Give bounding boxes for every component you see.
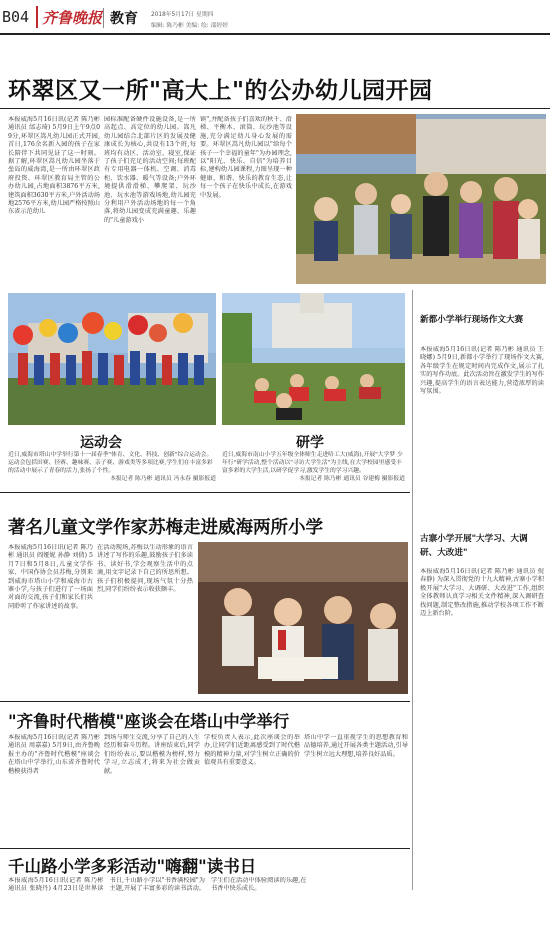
masthead-separator bbox=[103, 8, 104, 28]
section-title: 教育 bbox=[110, 11, 138, 27]
study-photo-art bbox=[222, 293, 405, 425]
qianshan-body: 本报威海5月16日讯(记者 陈乃彬 通讯员 张晓丹) 4月23日是世界读书日,千山路小学以"书香满校园"为主题,开展了丰富多彩的读书活动。学生们在活动中体验阅读的乐趣,在书香中快乐成长。 bbox=[8, 877, 307, 893]
editors-line: 编辑: 陈乃彬 美编: 绘: 邵婷婷 bbox=[151, 23, 228, 29]
headline-model: "齐鲁时代楷模"座谈会在塔山中学举行 bbox=[8, 712, 290, 731]
headline-rule bbox=[0, 108, 550, 109]
sumei-photo-art bbox=[198, 542, 408, 694]
sidebar-divider bbox=[412, 290, 413, 890]
new-school-title: 新都小学举行现场作文大赛 bbox=[420, 315, 524, 325]
kindergarten-photo-art bbox=[296, 114, 546, 284]
sports-caption-credit: 本报记者 陈乃彬 通讯员 冯永春 摄影报道 bbox=[110, 476, 216, 482]
sumei-photo bbox=[198, 542, 408, 694]
sports-caption-title: 运动会 bbox=[80, 435, 122, 451]
kindergarten-col3: 镇",并配备孩子们喜欢的秋千、滑梯、平衡木、滚筒、玩沙池等设施,充分满足幼儿身心发展的需要。环翠区嵩凡幼儿园以"给每个孩子一个幸福的童年"为办园理念,以"阳光、快乐、自信"为培养目标,建构幼儿园课程,力图呈现一种健康、和谐、快乐的教育生态,让每一个孩子在快乐中成长,在游戏中发展。 bbox=[200, 116, 292, 199]
sports-photo-art bbox=[8, 293, 216, 425]
masthead bbox=[0, 0, 550, 34]
rule-before-model bbox=[0, 701, 410, 702]
study-caption-credit: 本报记者 陈乃彬 通讯员 谷建梅 摄影报道 bbox=[299, 476, 405, 482]
model-col2: 到场与师生交流,分享了自己的人生经历和奋斗历程。讲座结束后,同学们纷纷表示,要以楷模为榜样,努力学习,立志成才,将来为社会做贡献。 bbox=[104, 734, 200, 775]
model-col3: 学校负责人表示,此次座谈会的举办,让同学们近距离感受到了时代楷模的精神力量,对学生树立正确的价值观具有重要意义。 bbox=[204, 734, 300, 767]
sumei-col1: 本报威海5月16日讯(记者 陈乃彬 通讯员 阎娅妮 孙静 刘倩) 5月7日和5月8日,儿童文学作家、中国作协会员苏梅,分别来到威海市塔山小学和威海市古寨小学,与孩子们进行了一场面对面的交流,孩子们和家长们共同聆听了作家讲述的故事。 bbox=[8, 544, 93, 610]
kindergarten-col1: 本报威海5月16日讯(记者 陈乃彬 通讯员 邰志琦) 5月9日上午9点09分,环翠区嵩凡幼儿园正式开园,首日,176余名新入园的孩子在家长陪伴下共同见证了这一时刻。据了解,环翠区嵩凡幼儿园坐落于垒岛的威海湾,是一所由环翠区政府投资、环翠区教育局主管的公办幼儿园,占地面积3876平方米,建筑面积3630平方米,户外活动场地2576平方米,幼儿园严格按照山东省示范幼儿 bbox=[8, 116, 100, 216]
sumei-col2: 在活动现场,苏梅以生动形象的语言讲述了写作的乐趣,鼓励孩子们多读书、读好书,学会观察生活中的点滴,用文字记录下自己的所思所想。孩子们积极提问,现场气氛十分热烈,同学们纷纷表示收获颇丰。 bbox=[97, 544, 193, 594]
new-school-body: 本报威海5月16日讯(记者 陈乃彬 通讯员 王晓娜) 5月9日,新都小学举行了现场作文大赛,各年级学生在规定时间内完成作文,展示了扎实的写作功底。此次活动旨在激发学生的写作兴趣,提高学生的语言表达能力,营造浓厚的读写氛围。 bbox=[420, 346, 544, 396]
model-col4: 塔山中学一直重视学生的思想教育和品德培养,通过开展各类主题活动,引导学生树立远大理想,培养良好品质。 bbox=[304, 734, 408, 758]
masthead-rule bbox=[0, 33, 550, 35]
mid-rule bbox=[0, 492, 410, 493]
rule-before-qianshan bbox=[0, 848, 410, 849]
paper-name: 齐鲁晚报 bbox=[42, 9, 103, 27]
page-code: B04 bbox=[2, 8, 30, 26]
headline-qianshan: 千山路小学多彩活动"嗨翻"读书日 bbox=[8, 857, 257, 876]
sports-caption-text: 近日,威海市塔山中学举行第十一届春季"体育、文化、科技、创新"综合运动会。运动会包括田赛、径赛、趣味赛、亲子赛、游戏类等多项比赛,学生们在丰富多彩的活动中展示了青春的活力,张扬了个性。 bbox=[8, 452, 213, 474]
study-caption-text: 近日,威海市南山小学五年级全体师生走进哈工大(威海),开展"大学梦 少年行"研学活动,整个活动以"寻访大学生活"为主线,在大学校园里感受丰富多彩的大学生活,以研学促学习,激发学生的学习兴趣。 bbox=[222, 452, 403, 474]
page-code-bar bbox=[36, 6, 38, 28]
headline-sumei: 著名儿童文学作家苏梅走进威海两所小学 bbox=[8, 518, 323, 538]
study-photo bbox=[222, 293, 405, 425]
headline-kindergarten: 环翠区又一所"高大上"的公办幼儿园开园 bbox=[8, 78, 433, 104]
gusai-body: 本报威海5月16日讯(记者 陈乃彬 通讯员 倪春静) 为深入贯彻党的十九大精神,古寨小学积极开展"大学习、大调研、大改进"工作,组织全体教师认真学习相关文件精神,深入调研查找问题,制定整改措施,推动学校各项工作不断迈上新台阶。 bbox=[420, 568, 544, 618]
date-line: 2018年5月17日 星期四 bbox=[151, 12, 214, 18]
study-caption-title: 研学 bbox=[296, 435, 324, 451]
model-col1: 本报威海5月16日讯(记者 陈乃彬 通讯员 周嘉嘉) 5月9日,由齐鲁晚报主办的"齐鲁时代楷模"座谈会在塔山中学举行,山东省齐鲁时代楷模获得者 bbox=[8, 734, 100, 775]
kindergarten-col2: 园标准配备硬件设施设备,是一所高起点、高定位的幼儿园。嵩凡幼儿园结合北部片区的发展及健康成长为核心,共设有13个班,每班均有动区、活动室、寝室,保证了孩子们充足的活动空间;每班配有专用电器一体机、空调、消毒柜、饮水器、暖气等设备;户外环境提供滑滑梯、攀爬架、玩沙池、玩水池等游戏场地,幼儿园充分利用户外活动场地的每一个角落,将幼儿园变成充满童趣、乐趣的"儿童游戏小 bbox=[104, 116, 196, 224]
kindergarten-photo bbox=[296, 114, 546, 284]
sports-photo bbox=[8, 293, 216, 425]
gusai-title: 古寨小学开展"大学习、大调研、大改进" bbox=[420, 534, 528, 558]
